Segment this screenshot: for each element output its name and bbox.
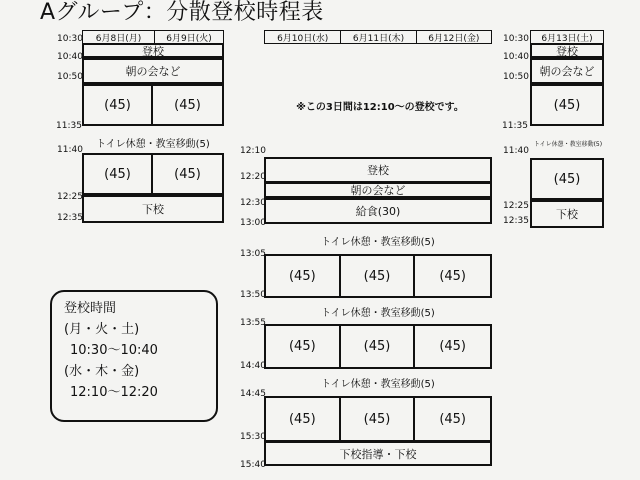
time-label: 13:50 bbox=[240, 290, 266, 300]
note-days: (水・木・金) bbox=[64, 364, 140, 379]
date-header: 6月11日(木) bbox=[340, 31, 415, 43]
break-label: トイレ休憩・教室移動(5) bbox=[321, 237, 435, 248]
period-cell: (45) bbox=[266, 398, 341, 440]
period-row bbox=[264, 324, 492, 369]
time-label: 10:40 bbox=[57, 52, 83, 62]
period-cell: (45) bbox=[341, 256, 416, 296]
time-label: 11:35 bbox=[56, 121, 82, 131]
date-header: 6月12日(金) bbox=[416, 31, 491, 43]
time-label: 10:40 bbox=[503, 52, 529, 62]
break-label: トイレ休憩・教室移動(5) bbox=[533, 141, 603, 148]
dismiss-row: 下校 bbox=[82, 195, 224, 223]
time-label: 12:35 bbox=[503, 216, 529, 226]
arrival-time-note bbox=[50, 290, 218, 422]
note-days: (月・火・土) bbox=[64, 322, 140, 337]
time-label: 12:25 bbox=[57, 192, 83, 202]
note-title: 登校時間 bbox=[64, 301, 117, 316]
time-label: 11:40 bbox=[57, 145, 83, 155]
date-header: 6月8日(月) bbox=[95, 33, 142, 44]
period-cell: (45) bbox=[174, 166, 201, 182]
time-label: 10:50 bbox=[57, 72, 83, 82]
period-row bbox=[264, 254, 492, 298]
arrival-row: 登校 bbox=[264, 157, 492, 183]
period-cell: (45) bbox=[266, 256, 341, 296]
period-cell: (45) bbox=[84, 155, 153, 193]
period-cell: (45) bbox=[84, 86, 153, 124]
time-label: 13:05 bbox=[240, 249, 266, 259]
date-header: 6月10日(水) bbox=[277, 33, 329, 44]
notice-text: ※この3日間は12:10～の登校です。 bbox=[296, 102, 464, 113]
period-cell: (45) bbox=[530, 158, 604, 200]
period-cell: (45) bbox=[439, 339, 466, 354]
note-time: 12:10～12:20 bbox=[70, 385, 158, 400]
page-title: Aグループ：分散登校時程表 bbox=[40, 0, 324, 25]
time-label: 13:00 bbox=[240, 218, 266, 228]
time-label: 10:30 bbox=[503, 34, 529, 44]
period-row bbox=[264, 396, 492, 442]
lunch-row: 給食(30) bbox=[264, 198, 492, 224]
period-cell: (45) bbox=[530, 84, 604, 126]
break-label: トイレ休憩・教室移動(5) bbox=[96, 139, 210, 150]
arrival-row: 登校 bbox=[82, 43, 224, 58]
time-label: 12:30 bbox=[240, 198, 266, 208]
time-label: 10:30 bbox=[57, 34, 83, 44]
period-cell: (45) bbox=[439, 268, 466, 284]
time-label: 11:40 bbox=[503, 146, 529, 156]
dismiss-row: 下校 bbox=[530, 200, 604, 228]
time-label: 13:55 bbox=[240, 318, 266, 328]
period-cell: (45) bbox=[266, 326, 341, 367]
time-label: 12:10 bbox=[240, 146, 266, 156]
morning-row: 朝の会など bbox=[264, 182, 492, 198]
arrival-row: 登校 bbox=[530, 43, 604, 58]
time-label: 12:35 bbox=[57, 213, 83, 223]
period-cell: (45) bbox=[341, 326, 416, 367]
morning-row: 朝の会など bbox=[82, 58, 224, 84]
dismiss-row: 下校指導・下校 bbox=[264, 441, 492, 466]
period-cell: (45) bbox=[174, 97, 201, 113]
middle-date-header bbox=[264, 30, 492, 44]
period-row bbox=[82, 84, 224, 126]
time-label: 11:35 bbox=[502, 121, 528, 131]
date-header: 6月9日(火) bbox=[154, 31, 223, 43]
time-label: 15:30 bbox=[240, 432, 266, 442]
time-label: 15:40 bbox=[240, 460, 266, 470]
break-label: トイレ休憩・教室移動(5) bbox=[321, 379, 435, 390]
period-row bbox=[82, 153, 224, 195]
time-label: 12:20 bbox=[240, 172, 266, 182]
morning-row: 朝の会など bbox=[530, 58, 604, 84]
break-label: トイレ休憩・教室移動(5) bbox=[321, 308, 435, 319]
time-label: 14:40 bbox=[240, 361, 266, 371]
time-label: 12:25 bbox=[503, 201, 529, 211]
time-label: 14:45 bbox=[240, 389, 266, 399]
period-cell: (45) bbox=[341, 398, 416, 440]
date-header: 6月13日(土) bbox=[541, 33, 593, 44]
time-label: 10:50 bbox=[503, 72, 529, 82]
note-time: 10:30～10:40 bbox=[70, 343, 158, 358]
period-cell: (45) bbox=[439, 411, 466, 427]
